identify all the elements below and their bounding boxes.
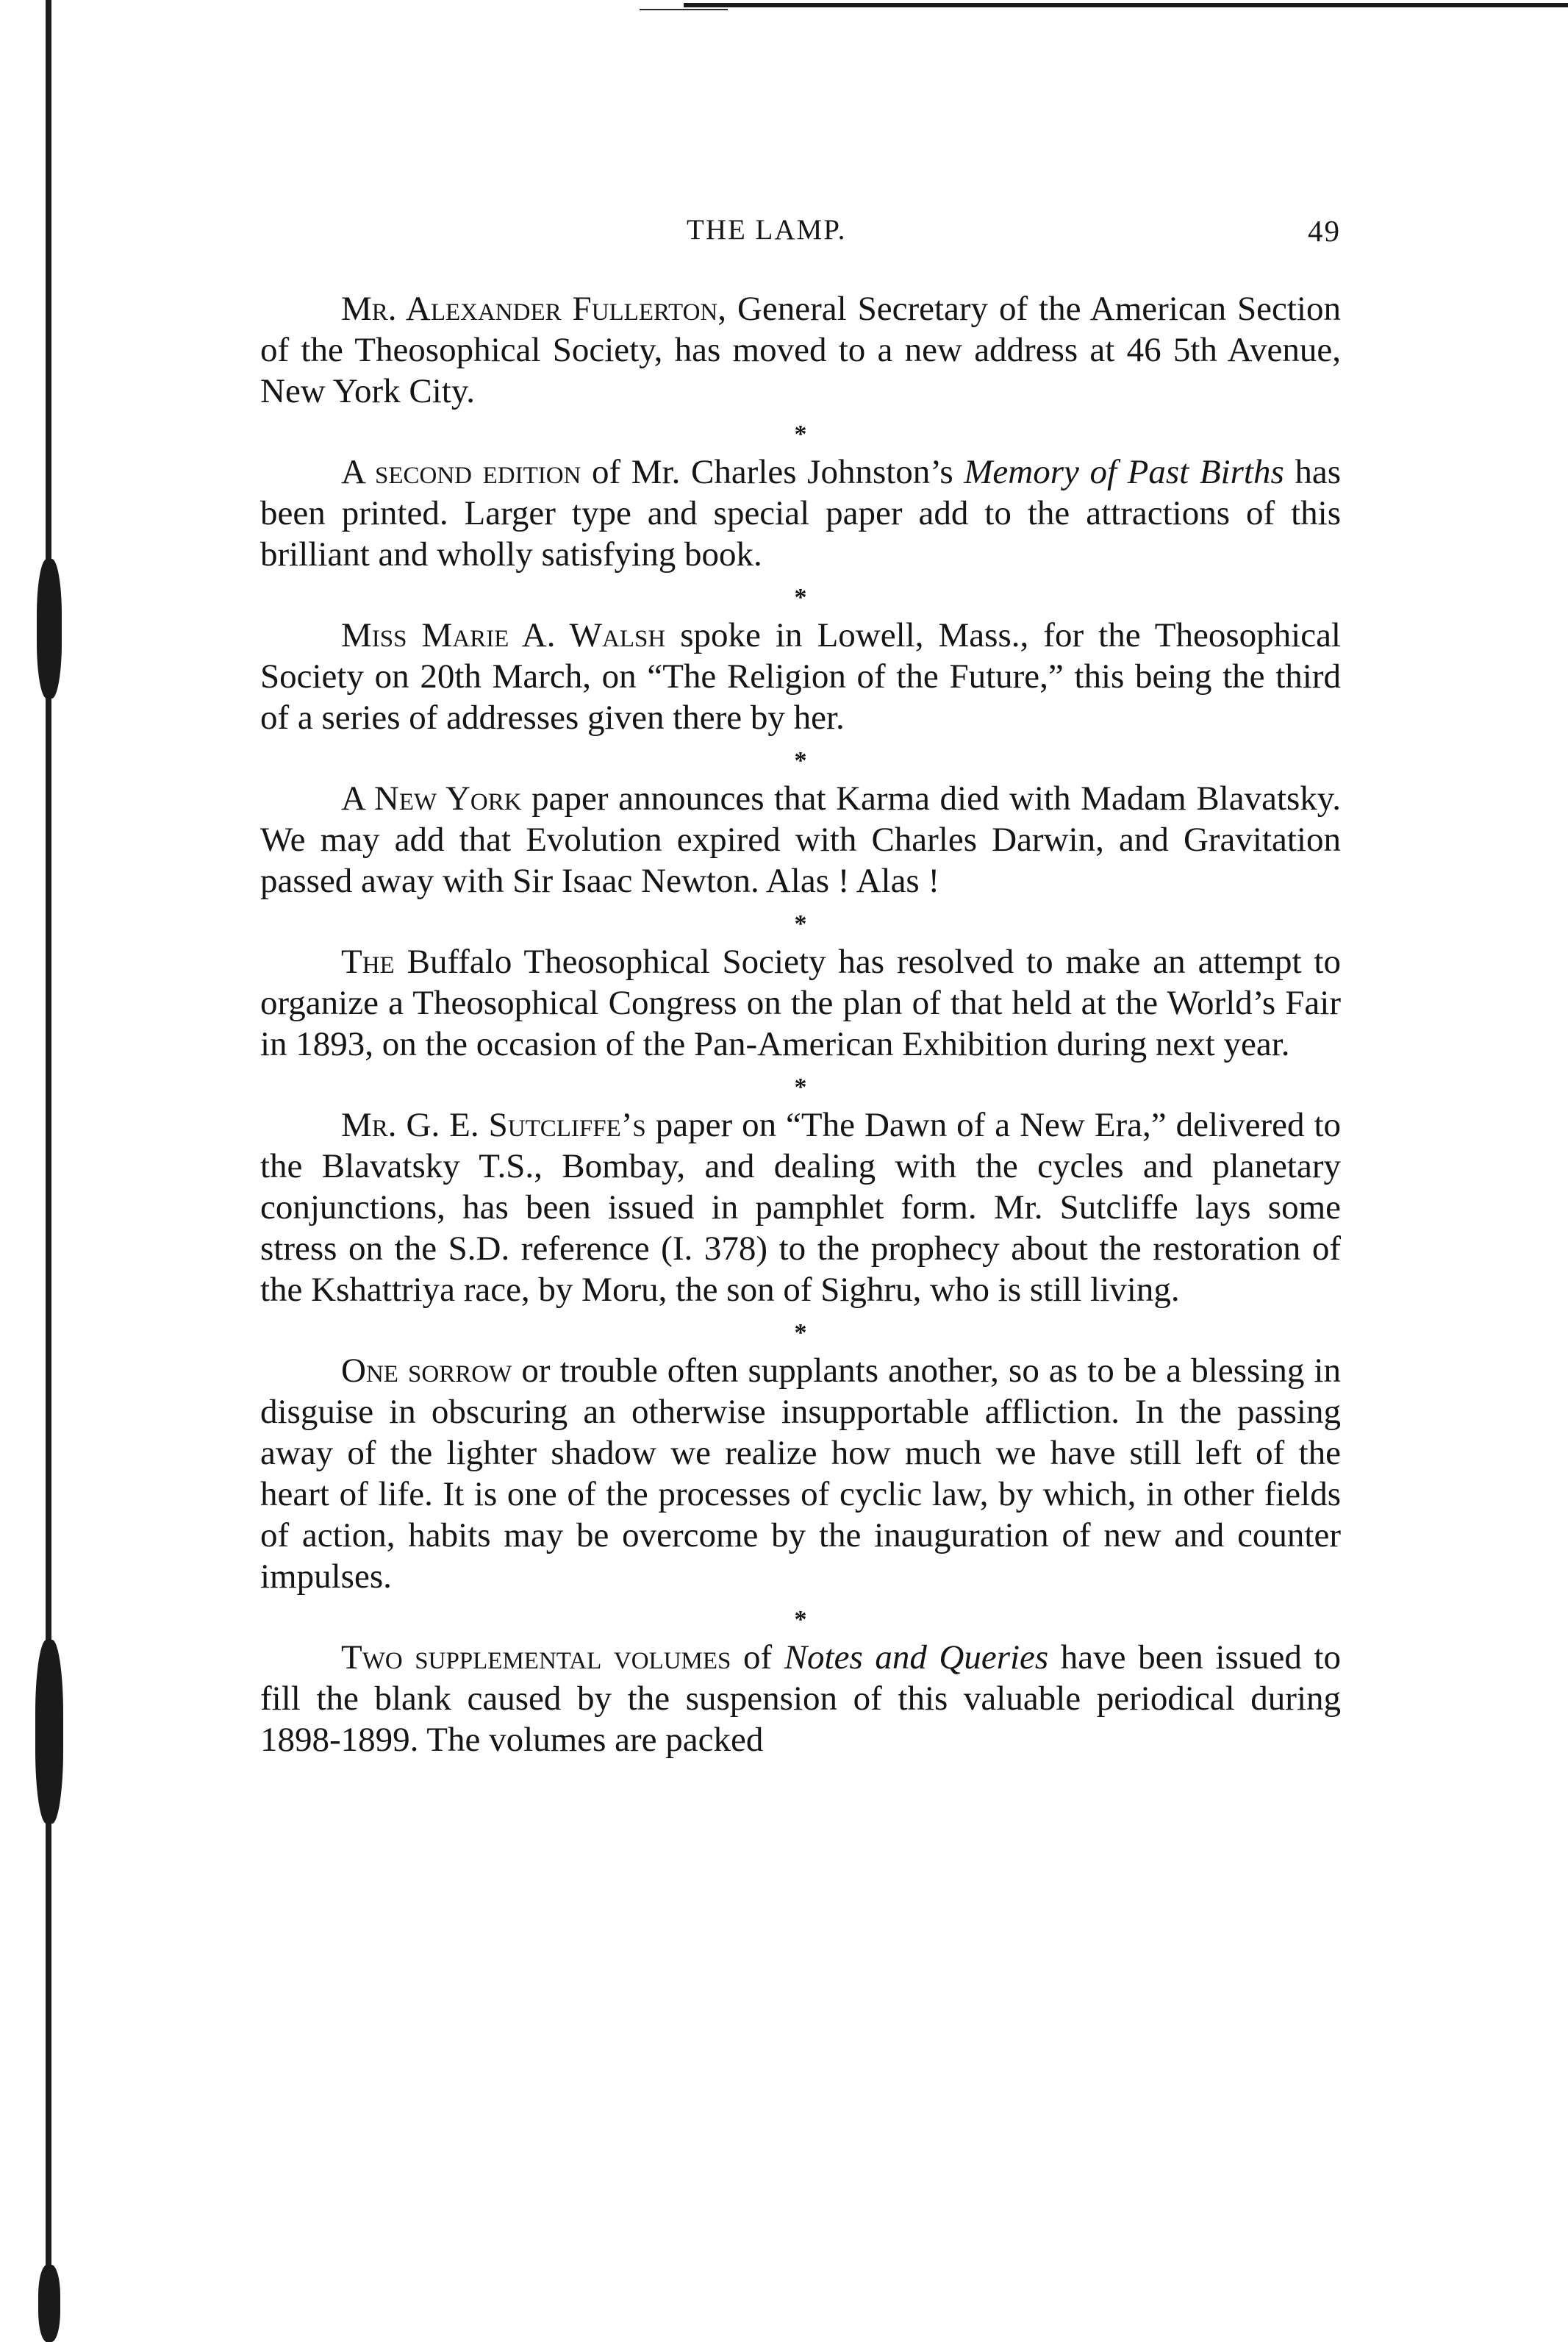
paragraph-text: of Mr. Charles Johnston’s xyxy=(581,453,964,491)
news-paragraph xyxy=(260,941,1341,1065)
paragraph-text: General Secretary of the American Section of the Theosophical Society, has moved to a new address at 46 5th Avenue, New York City. xyxy=(260,290,1341,410)
section-separator-asterisk: * xyxy=(794,421,807,448)
news-paragraph xyxy=(260,1637,1341,1760)
paragraph-lead-in: A second edition xyxy=(341,453,581,491)
section-separator-asterisk: * xyxy=(794,1074,807,1101)
paragraph-lead-in: One sorrow xyxy=(341,1352,512,1390)
scan-top-edge-line xyxy=(684,3,1568,7)
paragraph-text: has been printed. Larger type and special paper add to the attractions of this brilliant and wholly satisfying book. xyxy=(260,453,1341,574)
scan-top-edge-line-thin xyxy=(640,9,728,10)
news-paragraph xyxy=(260,778,1341,902)
paragraph-text: spoke in Lowell, Mass., for the Theosophical Society on 20th March, on “The Religion of the Future,” this being the third of a series of addresses given there by her. xyxy=(260,616,1341,737)
binding-blot xyxy=(38,2265,60,2342)
paragraph-lead-in: Mr. Alexander Fullerton, xyxy=(341,290,727,328)
paragraph-lead-in: Mr. G. E. Sutcliffe’s xyxy=(341,1106,646,1144)
book-title: Notes and Queries xyxy=(784,1638,1049,1677)
paragraph-text: paper announces that Karma died with Madam Blavatsky. We may add that Evolution expired with Charles Darwin, and Gravitation passed away with Sir Isaac Newton. Alas ! Alas ! xyxy=(260,779,1341,900)
paragraph-lead-in: A New York xyxy=(341,779,522,818)
news-paragraph xyxy=(260,615,1341,738)
page-number: 49 xyxy=(1308,214,1341,248)
paragraph-lead-in: Two supplemental volumes xyxy=(341,1638,731,1677)
page xyxy=(260,213,1341,1760)
news-paragraph xyxy=(260,451,1341,575)
paragraph-text: paper on “The Dawn of a New Era,” delivered to the Blavatsky T.S., Bombay, and dealing with the cycles and planetary conjunctions, has been issued in pamphlet form. Mr. Sutcliffe lays some stress on the S.D. reference (I. 378) to the prophecy about the restoration of the Kshattriya race, by Moru, the son of Sighru, who is still living. xyxy=(260,1106,1341,1309)
section-separator-asterisk: * xyxy=(794,584,807,611)
paragraph-lead-in: Miss Marie A. Walsh xyxy=(341,616,666,654)
section-separator-asterisk: * xyxy=(794,1606,807,1633)
news-paragraph xyxy=(260,1104,1341,1310)
paragraph-lead-in: The xyxy=(341,943,395,981)
paragraph-text: of xyxy=(731,1638,784,1677)
section-separator-asterisk: * xyxy=(794,747,807,774)
news-paragraph xyxy=(260,1350,1341,1597)
binding-blot xyxy=(37,559,62,699)
paragraph-text: Buffalo Theosophical Society has resolved to make an attempt to organize a Theosophical Congress on the plan of that held at the World’s Fair in 1893, on the occasion of the Pan-American Exhibition during next year. xyxy=(260,943,1341,1063)
book-title: Memory of Past Births xyxy=(964,453,1284,491)
running-head xyxy=(260,213,1341,257)
section-separator-asterisk: * xyxy=(794,1319,807,1346)
page-binding-edge xyxy=(46,0,51,2342)
running-title: THE LAMP. xyxy=(687,214,847,246)
paragraph-text: have been issued to fill the blank caused by the suspension of this valuable periodical during 1898-1899. The volumes are packed xyxy=(260,1638,1341,1759)
binding-blot xyxy=(35,1640,63,1824)
news-paragraph xyxy=(260,288,1341,412)
paragraph-text: or trouble often supplants another, so as to be a blessing in disguise in obscuring an otherwise insupportable affliction. In the passing away of the lighter shadow we realize how much we have still left of the heart of life. It is one of the processes of cyclic law, by which, in other fields of action, habits may be overcome by the inauguration of new and counter impulses. xyxy=(260,1352,1341,1596)
section-separator-asterisk: * xyxy=(794,910,807,938)
